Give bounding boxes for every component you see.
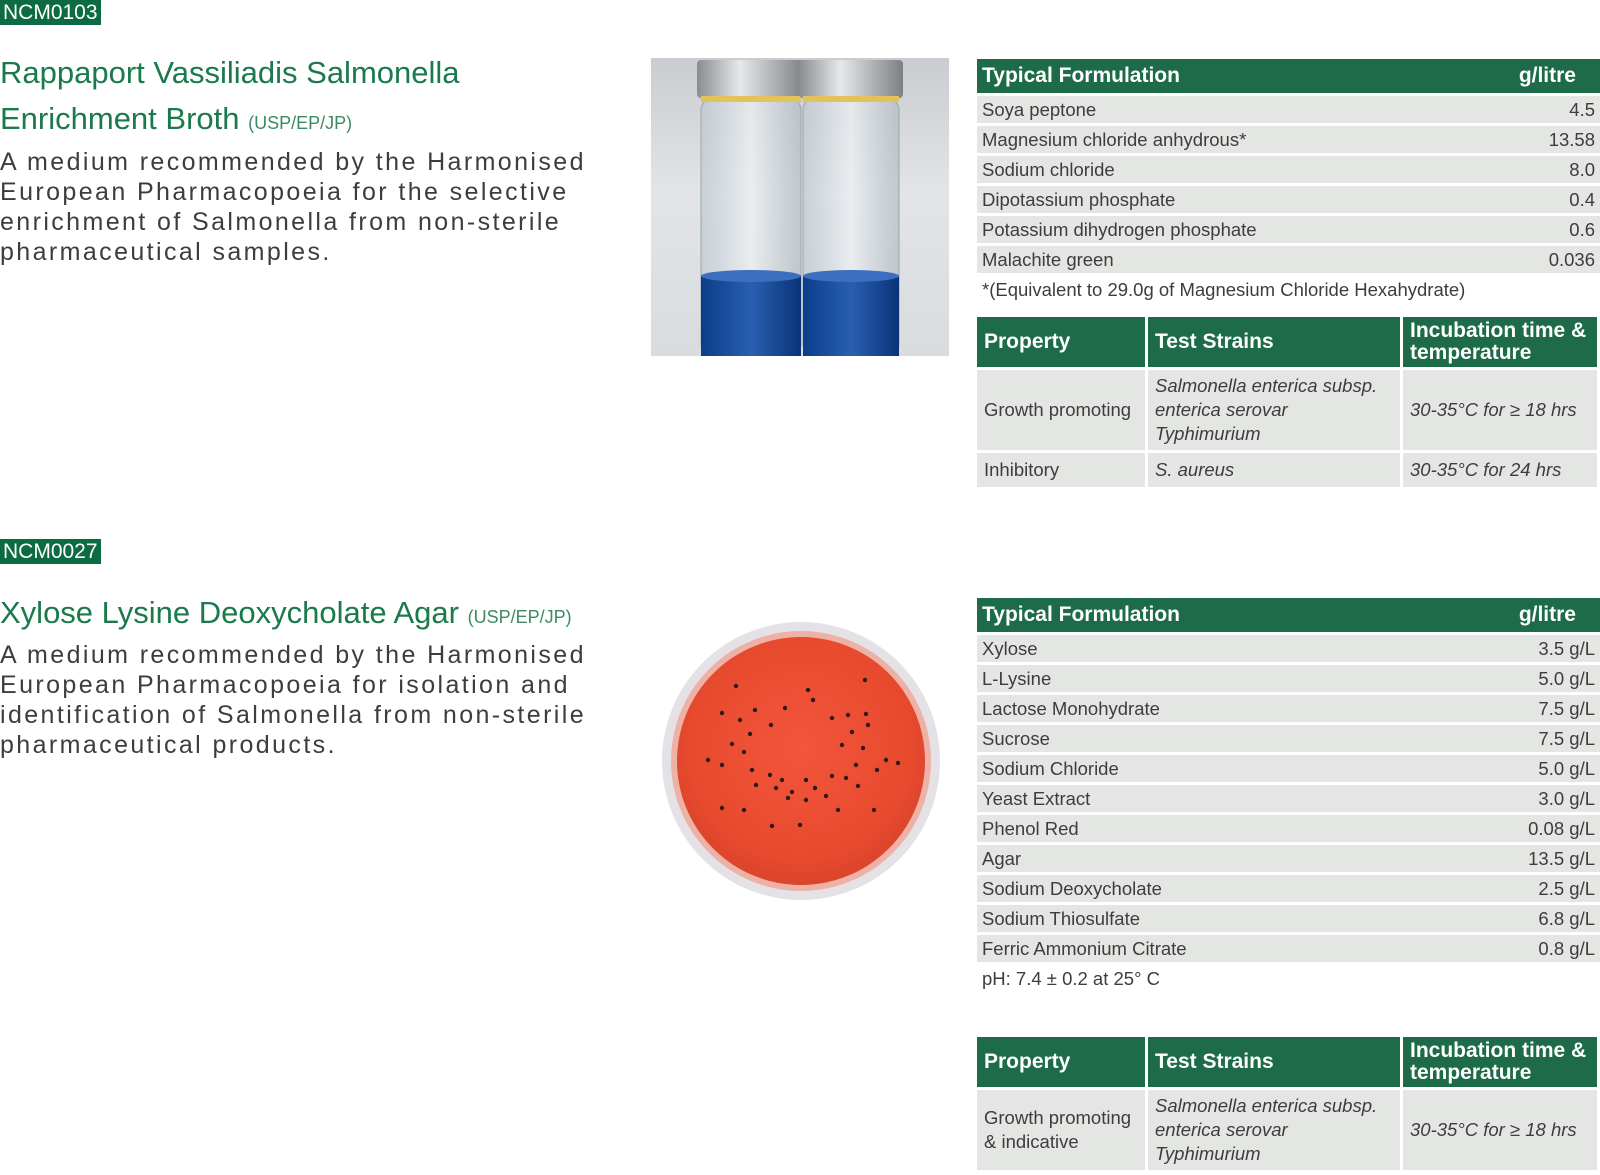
formulation-row: [977, 246, 1600, 273]
formulation-row: [977, 875, 1600, 902]
ingredient-name: Sodium Thiosulfate: [982, 907, 1141, 929]
vials-illustration: [651, 58, 949, 356]
ingredient-value: 5.0 g/L: [1538, 667, 1595, 689]
ingredient-value: 0.8 g/L: [1538, 937, 1595, 959]
ingredient-value: 0.6: [1569, 218, 1595, 240]
formulation-table: [977, 56, 1600, 304]
ingredient-name: L-Lysine: [982, 667, 1052, 689]
ingredient-value: 0.08 g/L: [1528, 817, 1595, 839]
formulation-row: [977, 216, 1600, 243]
incubation-condition: 30-35°C for ≥ 18 hrs: [1403, 1090, 1597, 1170]
product-description: A medium recommended by the Harmonised European Pharmacopoeia for the selective enrichment of Salmonella from non-sterile pharmaceutical samples.: [0, 148, 586, 266]
ingredient-value: 13.5 g/L: [1528, 847, 1595, 869]
header-test-strains: Test Strains: [1148, 317, 1400, 367]
property-name: Growth promoting & indicative: [977, 1090, 1145, 1170]
test-strain: Salmonella enterica subsp. enterica serovar Typhimurium: [1148, 1090, 1400, 1170]
ingredient-name: Sodium Deoxycholate: [982, 877, 1162, 899]
incubation-condition: 30-35°C for 24 hrs: [1403, 453, 1597, 487]
header-test-strains: Test Strains: [1148, 1037, 1400, 1087]
ingredient-value: 2.5 g/L: [1538, 877, 1595, 899]
property-header: [977, 1037, 1597, 1087]
product-title-line1: Rappaport Vassiliadis Salmonella: [0, 55, 460, 90]
product-title-text: Xylose Lysine Deoxycholate Agar: [0, 595, 459, 630]
formulation-row: [977, 635, 1600, 662]
property-row: [977, 1090, 1597, 1170]
ingredient-name: Soya peptone: [982, 98, 1097, 120]
ingredient-name: Magnesium chloride anhydrous*: [982, 128, 1247, 150]
ingredient-name: Yeast Extract: [982, 787, 1091, 809]
ingredient-name: Sodium Chloride: [982, 757, 1119, 779]
property-row: [977, 370, 1597, 450]
ingredient-value: 0.036: [1548, 248, 1595, 270]
property-table: [974, 1034, 1600, 1173]
header-property: Property: [977, 1037, 1145, 1087]
property-name: Inhibitory: [977, 453, 1145, 487]
ingredient-name: Sodium chloride: [982, 158, 1115, 180]
ingredient-value: 7.5 g/L: [1538, 697, 1595, 719]
formulation-row: [977, 126, 1600, 153]
formulation-row: [977, 186, 1600, 213]
formulation-row: [977, 845, 1600, 872]
property-table: [974, 314, 1600, 490]
product-title: [0, 50, 620, 146]
product-title: [0, 590, 640, 640]
formulation-note: *(Equivalent to 29.0g of Magnesium Chloride Hexahydrate): [982, 279, 1466, 300]
product-title-line2: [0, 96, 620, 146]
ingredient-name: Potassium dihydrogen phosphate: [982, 218, 1257, 240]
formulation-row: [977, 665, 1600, 692]
ingredient-value: 6.8 g/L: [1538, 907, 1595, 929]
ingredient-value: 5.0 g/L: [1538, 757, 1595, 779]
formulation-row: [977, 96, 1600, 123]
formulation-row: [977, 935, 1600, 962]
property-header: [977, 317, 1597, 367]
broth-vials-photo: [651, 58, 949, 356]
ingredient-value: 0.4: [1569, 188, 1595, 210]
ingredient-name: Ferric Ammonium Citrate: [982, 937, 1187, 959]
agar-plate-photo: [660, 620, 942, 902]
product-code-badge: NCM0103: [0, 0, 101, 25]
formulation-header-unit: g/litre: [1518, 603, 1576, 626]
product-code-badge: NCM0027: [0, 539, 101, 564]
pharmacopoeia-standards: (USP/EP/JP): [467, 607, 572, 627]
header-property: Property: [977, 317, 1145, 367]
ingredient-name: Malachite green: [982, 248, 1114, 270]
formulation-row: [977, 905, 1600, 932]
ingredient-name: Phenol Red: [982, 817, 1079, 839]
product-title-text: Enrichment Broth: [0, 101, 240, 136]
property-row: [977, 453, 1597, 487]
formulation-row: [977, 815, 1600, 842]
petri-dish-illustration: [660, 620, 942, 902]
formulation-row: [977, 755, 1600, 782]
formulation-table: [977, 595, 1600, 993]
formulation-header: [977, 598, 1600, 632]
incubation-condition: 30-35°C for ≥ 18 hrs: [1403, 370, 1597, 450]
ingredient-value: 8.0: [1569, 158, 1595, 180]
test-strain: S. aureus: [1148, 453, 1400, 487]
pharmacopoeia-standards: (USP/EP/JP): [248, 113, 353, 133]
ingredient-name: Sucrose: [982, 727, 1050, 749]
formulation-row: [977, 785, 1600, 812]
formulation-row: [977, 695, 1600, 722]
formulation-row: [977, 156, 1600, 183]
ph-note: pH: 7.4 ± 0.2 at 25° C: [982, 968, 1160, 989]
formulation-header-name: Typical Formulation: [982, 603, 1180, 626]
product-description: A medium recommended by the Harmonised European Pharmacopoeia for isolation and identification of Salmonella from non-sterile pharmaceutical products.: [0, 641, 587, 759]
formulation-header-unit: g/litre: [1518, 64, 1576, 87]
ingredient-name: Lactose Monohydrate: [982, 697, 1160, 719]
ingredient-name: Dipotassium phosphate: [982, 188, 1176, 210]
ingredient-value: 4.5: [1569, 98, 1595, 120]
property-name: Growth promoting: [977, 370, 1145, 450]
ingredient-value: 3.0 g/L: [1538, 787, 1595, 809]
header-incubation: Incubation time & temperature: [1403, 317, 1597, 367]
ingredient-name: Agar: [982, 847, 1022, 869]
formulation-header-name: Typical Formulation: [982, 64, 1180, 87]
header-incubation: Incubation time & temperature: [1403, 1037, 1597, 1087]
ingredient-name: Xylose: [982, 637, 1038, 659]
ingredient-value: 13.58: [1548, 128, 1595, 150]
ingredient-value: 7.5 g/L: [1538, 727, 1595, 749]
ingredient-value: 3.5 g/L: [1538, 637, 1595, 659]
test-strain: Salmonella enterica subsp. enterica serovar Typhimurium: [1148, 370, 1400, 450]
formulation-header: [977, 59, 1600, 93]
formulation-row: [977, 725, 1600, 752]
